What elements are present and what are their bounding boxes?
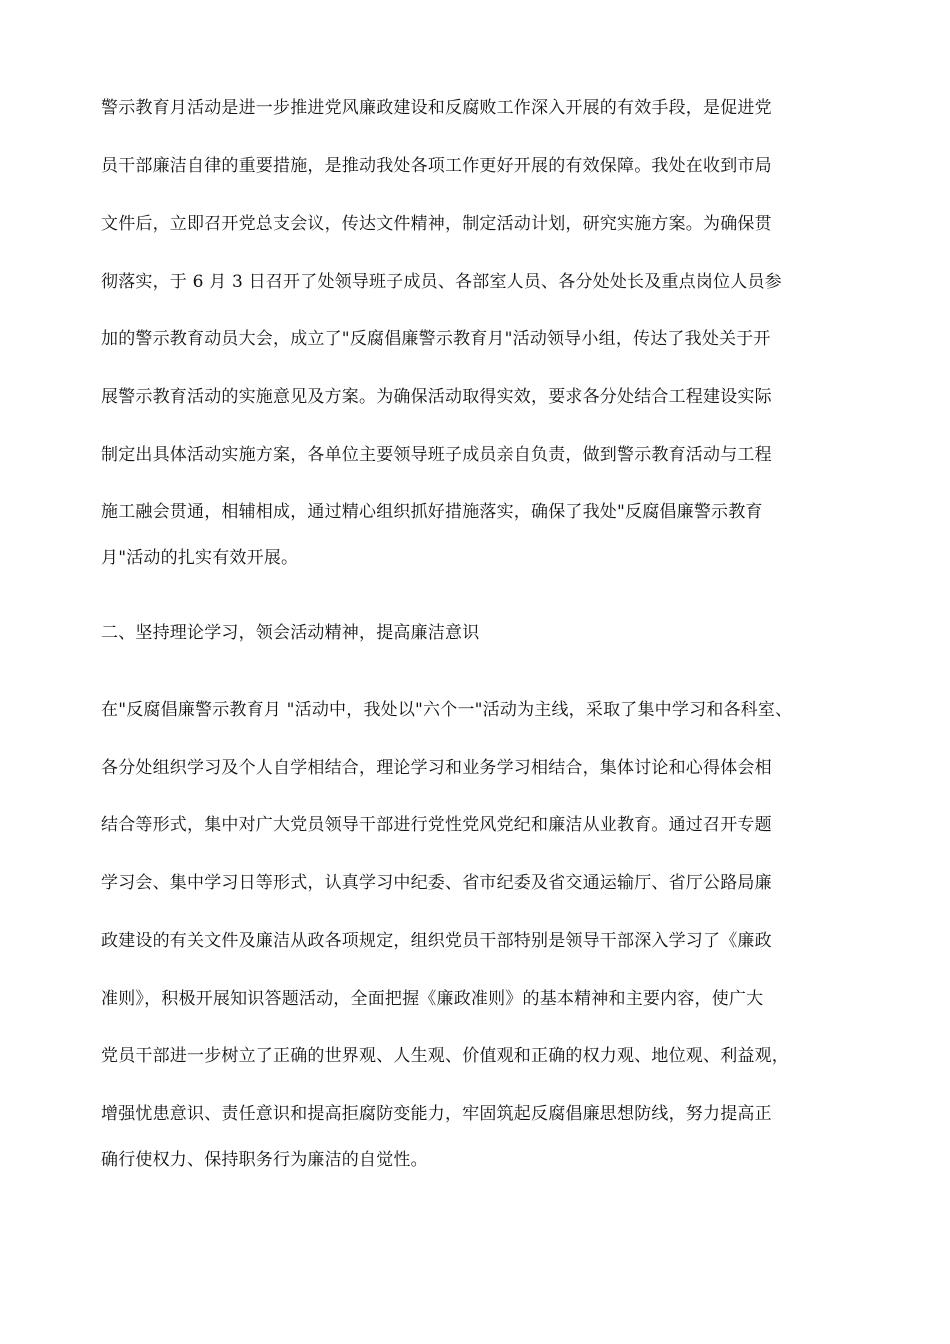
paragraph-1-line-1: 警示教育月活动是进一步推进党风廉政建设和反腐败工作深入开展的有效手段，是促进党 <box>101 98 772 118</box>
paragraph-1-line-3: 文件后，立即召开党总支会议，传达文件精神，制定活动计划，研究实施方案。为确保贯 <box>101 214 772 234</box>
paragraph-1-line-5: 加的警示教育动员大会，成立了"反腐倡廉警示教育月"活动领导小组，传达了我处关于开 <box>101 329 771 349</box>
paragraph-2-line-9: 确行使权力、保持职务行为廉洁的自觉性。 <box>101 1150 428 1170</box>
paragraph-1-line-4: 彻落实，于 6 月 3 日召开了处领导班子成员、各部室人员、各分处处长及重点岗位人员参 <box>101 272 782 292</box>
paragraph-2-line-4: 学习会、集中学习日等形式，认真学习中纪委、省市纪委及省交通运输厅、省厅公路局廉 <box>101 873 772 893</box>
paragraph-2-line-8: 增强忧患意识、责任意识和提高拒腐防变能力，牢固筑起反腐倡廉思想防线，努力提高正 <box>101 1104 772 1124</box>
paragraph-2-line-3: 结合等形式，集中对广大党员领导干部进行党性党风党纪和廉洁从业教育。通过召开专题 <box>101 815 772 835</box>
paragraph-2-line-2: 各分处组织学习及个人自学相结合，理论学习和业务学习相结合，集体讨论和心得体会相 <box>101 758 772 778</box>
paragraph-1-line-7: 制定出具体活动实施方案，各单位主要领导班子成员亲自负责，做到警示教育活动与工程 <box>101 445 772 465</box>
paragraph-1-line-6: 展警示教育活动的实施意见及方案。为确保活动取得实效，要求各分处结合工程建设实际 <box>101 387 772 407</box>
paragraph-2-line-6: 准则》，积极开展知识答题活动，全面把握《廉政准则》的基本精神和主要内容，使广大 <box>101 989 764 1009</box>
paragraph-2-line-7: 党员干部进一步树立了正确的世界观、人生观、价值观和正确的权力观、地位观、利益观， <box>101 1046 789 1066</box>
paragraph-1-line-2: 员干部廉洁自律的重要措施，是推动我处各项工作更好开展的有效保障。我处在收到市局 <box>101 156 772 176</box>
paragraph-2-line-1: 在"反腐倡廉警示教育月 "活动中，我处以"六个一"活动为主线，采取了集中学习和各科室、 <box>101 700 793 720</box>
section-heading: 二、坚持理论学习，领会活动精神，提高廉洁意识 <box>101 623 480 643</box>
paragraph-2-line-5: 政建设的有关文件及廉洁从政各项规定，组织党员干部特别是领导干部深入学习了《廉政 <box>101 931 772 951</box>
paragraph-1-line-9: 月"活动的扎实有效开展。 <box>101 548 299 568</box>
paragraph-1-line-8: 施工融会贯通，相辅相成，通过精心组织抓好措施落实，确保了我处"反腐倡廉警示教育 <box>101 502 763 522</box>
